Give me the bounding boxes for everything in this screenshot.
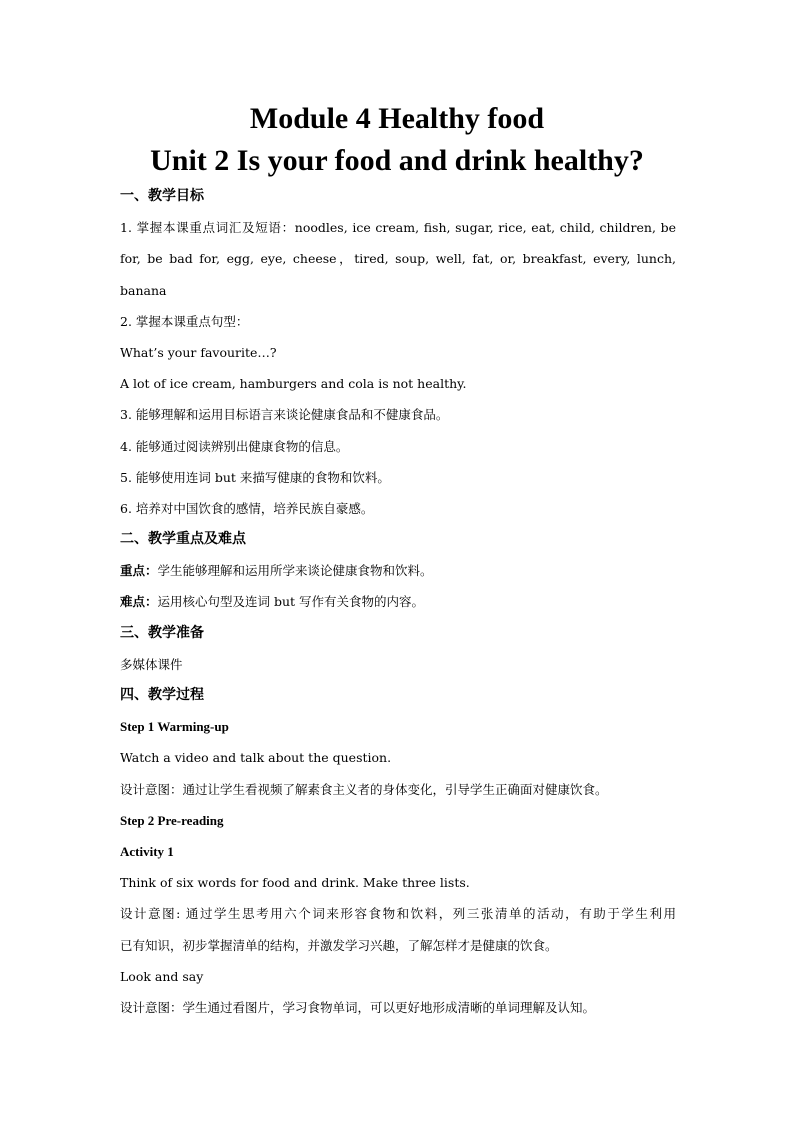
objective-5: 5. 能够使用连词 but 来描写健康的食物和饮料。: [120, 469, 390, 485]
activity-1-title: Activity 1: [120, 843, 174, 859]
objective-1-line-3: banana: [120, 282, 167, 298]
objective-2-sentence-2: A lot of ice cream, hamburgers and cola is not healthy.: [120, 376, 467, 392]
preparation-text: 多媒体课件: [120, 656, 183, 672]
section-heading-keypoints: 二、教学重点及难点: [120, 531, 246, 548]
document-body: [120, 181, 676, 1023]
look-and-say-intent: 设计意图：学生通过看图片，学习食物单词，可以更好地形成清晰的单词理解及认知。: [120, 999, 596, 1015]
objective-6: 6. 培养对中国饮食的感情，培养民族自豪感。: [120, 500, 374, 516]
key-point: [120, 555, 676, 586]
objective-1-line-2: for, be bad for, egg, eye, cheese，tired, soup, well, fat, or, breakfast, every, lunch,: [120, 251, 676, 267]
difficult-point-label: 难点：: [120, 594, 158, 610]
difficult-point-text: 运用核心句型及连词 but 写作有关食物的内容。: [157, 594, 425, 610]
unit-title: Unit 2 Is your food and drink healthy?: [150, 144, 644, 177]
objective-4: 4. 能够通过阅读辨别出健康食物的信息。: [120, 438, 349, 454]
step-1-text: Watch a video and talk about the question.: [120, 750, 392, 766]
key-point-label: 重点：: [120, 563, 158, 579]
objective-1-line-1: 1. 掌握本课重点词汇及短语：noodles, ice cream, fish, sugar, rice, eat, child, children, be: [120, 220, 676, 236]
difficult-point: [120, 586, 676, 617]
step-1-intent: 设计意图：通过让学生看视频了解素食主义者的身体变化，引导学生正确面对健康饮食。: [120, 781, 608, 797]
activity-1-intent-line-2: 已有知识，初步掌握清单的结构，并激发学习兴趣，了解怎样才是健康的饮食。: [120, 937, 558, 953]
title-block: [0, 98, 794, 182]
section-heading-process: 四、教学过程: [120, 687, 204, 703]
section-heading-preparation: 三、教学准备: [120, 624, 204, 641]
look-and-say: Look and say: [120, 968, 204, 984]
activity-1-intent-line-1: 设计意图: 通过学生思考用六个词来形容食物和饮料，列三张清单的活动，有助于学生利用: [120, 906, 676, 922]
step-2-title: Step 2 Pre-reading: [120, 812, 224, 828]
step-1-title: Step 1 Warming-up: [120, 719, 229, 735]
key-point-text: 学生能够理解和运用所学来谈论健康食物和饮料。: [157, 563, 433, 579]
objective-2: 2. 掌握本课重点句型：: [120, 313, 249, 329]
module-title: Module 4 Healthy food: [249, 102, 545, 135]
objective-2-sentence-1: What’s your favourite…?: [120, 344, 277, 360]
section-heading-objectives: 一、教学目标: [120, 188, 204, 204]
objective-3: 3. 能够理解和运用目标语言来谈论健康食品和不健康食品。: [120, 407, 449, 423]
activity-1-text: Think of six words for food and drink. Make three lists.: [120, 875, 470, 891]
